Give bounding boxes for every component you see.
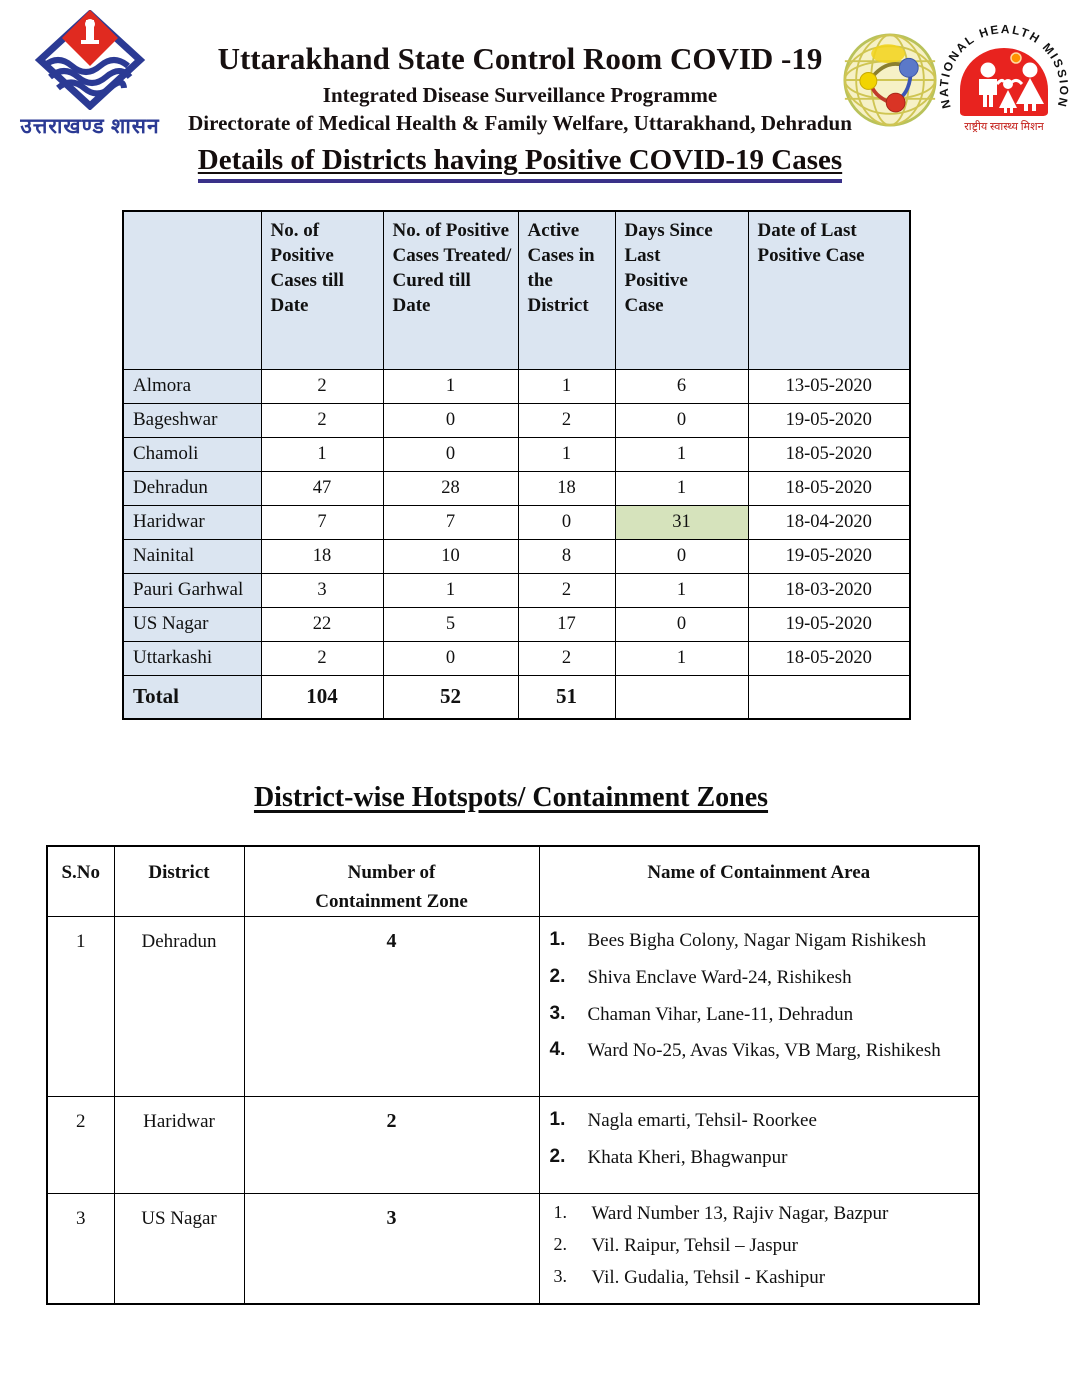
table-row-bageshwar	[123, 403, 910, 437]
table-row-nainital	[123, 539, 910, 573]
value-cell: 0	[518, 505, 615, 539]
table-row-uttarkashi	[123, 641, 910, 675]
value-cell: 2	[518, 641, 615, 675]
district-cell: Nainital	[123, 539, 261, 573]
list-item: Nagla emarti, Tehsil- Roorkee	[587, 1110, 817, 1131]
date-cell: 19-05-2020	[748, 539, 910, 573]
nhm-arc-text: NATIONAL HEALTH MISSION	[938, 22, 1070, 110]
zones-table-header-row	[47, 846, 979, 917]
list-item: Chaman Vihar, Lane-11, Dehradun	[587, 1003, 854, 1025]
value-cell: 0	[383, 641, 518, 675]
containment-zones-table	[46, 845, 980, 1305]
district-cell: Chamoli	[123, 437, 261, 471]
district-cell: Almora	[123, 369, 261, 403]
highlighted-days-cell: 31	[615, 505, 748, 539]
list-item: Vil. Gudalia, Tehsil - Kashipur	[591, 1266, 826, 1288]
empty-cell	[748, 675, 910, 719]
header-cell-sno: S.No	[47, 846, 114, 917]
value-cell: 0	[615, 607, 748, 641]
district-cell: Uttarkashi	[123, 641, 261, 675]
areas-cell	[539, 1097, 979, 1194]
list-item: Vil. Raipur, Tehsil – Jaspur	[591, 1234, 798, 1256]
district-cell: Haridwar	[114, 1097, 244, 1194]
value-cell: 18	[518, 471, 615, 505]
zone-count-cell: 3	[244, 1194, 539, 1304]
date-cell: 18-05-2020	[748, 641, 910, 675]
value-cell: 1	[615, 437, 748, 471]
document-header	[160, 42, 880, 183]
value-cell: 2	[518, 573, 615, 607]
sno-cell: 1	[47, 917, 114, 1097]
total-label-cell: Total	[123, 675, 261, 719]
list-item: Bees Bigha Colony, Nagar Nigam Rishikesh	[587, 930, 927, 951]
idsp-globe-logo-icon	[843, 33, 937, 132]
list-item: Khata Kheri, Bhagwanpur	[587, 1146, 788, 1168]
value-cell: 10	[383, 539, 518, 573]
containment-area-list	[540, 1194, 979, 1289]
date-cell: 13-05-2020	[748, 369, 910, 403]
nhm-hindi-caption: राष्ट्रीय स्वास्थ्य मिशन	[964, 121, 1044, 133]
table-row-haridwar	[123, 505, 910, 539]
total-treated-cell: 52	[383, 675, 518, 719]
header-cell-district	[123, 211, 261, 369]
table-row-pauri-garhwal	[123, 573, 910, 607]
district-cell: Bageshwar	[123, 403, 261, 437]
zone-count-cell: 4	[244, 917, 539, 1097]
table-row-chamoli	[123, 437, 910, 471]
covid-cases-table	[122, 210, 911, 720]
cases-table-header-row	[123, 211, 910, 369]
sno-cell: 3	[47, 1194, 114, 1304]
section1-heading: Details of Districts having Positive COVID-19 Cases	[198, 144, 842, 183]
total-positive-cell: 104	[261, 675, 383, 719]
value-cell: 8	[518, 539, 615, 573]
district-cell: Pauri Garhwal	[123, 573, 261, 607]
value-cell: 47	[261, 471, 383, 505]
header-cell-days: Days Since Last Positive Case	[615, 211, 748, 369]
page-title: Uttarakhand State Control Room COVID -19	[217, 41, 823, 76]
zone-row-dehradun	[47, 917, 979, 1097]
district-cell: Dehradun	[114, 917, 244, 1097]
nhm-logo-icon	[938, 6, 1070, 141]
value-cell: 2	[261, 403, 383, 437]
uttarakhand-emblem-icon	[34, 10, 146, 110]
value-cell: 2	[261, 641, 383, 675]
zone-row-haridwar	[47, 1097, 979, 1194]
subtitle-programme: Integrated Disease Surveillance Programme	[322, 83, 718, 108]
value-cell: 6	[615, 369, 748, 403]
date-cell: 18-04-2020	[748, 505, 910, 539]
district-cell: Haridwar	[123, 505, 261, 539]
uttarakhand-government-logo	[15, 10, 165, 140]
containment-area-list	[540, 917, 979, 1063]
date-cell: 18-05-2020	[748, 437, 910, 471]
value-cell: 1	[518, 369, 615, 403]
header-cell-positive: No. of Positive Cases till Date	[261, 211, 383, 369]
value-cell: 1	[383, 369, 518, 403]
date-cell: 18-05-2020	[748, 471, 910, 505]
zone-row-us-nagar	[47, 1194, 979, 1304]
value-cell: 0	[615, 403, 748, 437]
value-cell: 1	[615, 641, 748, 675]
header-cell-area-name: Name of Containment Area	[539, 846, 979, 917]
value-cell: 18	[261, 539, 383, 573]
subtitle-directorate: Directorate of Medical Health & Family Welfare, Uttarakhand, Dehradun	[188, 111, 852, 136]
value-cell: 1	[615, 471, 748, 505]
header-cell-treated: No. of Positive Cases Treated/ Cured till Date	[383, 211, 518, 369]
district-cell: US Nagar	[123, 607, 261, 641]
district-cell: US Nagar	[114, 1194, 244, 1304]
district-cell: Dehradun	[123, 471, 261, 505]
value-cell: 2	[518, 403, 615, 437]
value-cell: 1	[518, 437, 615, 471]
value-cell: 22	[261, 607, 383, 641]
areas-cell	[539, 1194, 979, 1304]
value-cell: 2	[261, 369, 383, 403]
list-item: Ward Number 13, Rajiv Nagar, Bazpur	[591, 1203, 889, 1224]
containment-area-list	[540, 1097, 979, 1170]
date-cell: 19-05-2020	[748, 403, 910, 437]
list-item: Shiva Enclave Ward-24, Rishikesh	[587, 966, 852, 988]
areas-cell	[539, 917, 979, 1097]
gov-logo-caption: उत्तराखण्ड शासन	[20, 114, 160, 138]
header-cell-zone-count: Number of Containment Zone	[244, 846, 539, 917]
header-cell-date: Date of Last Positive Case	[748, 211, 910, 369]
value-cell: 1	[383, 573, 518, 607]
header-cell-district2: District	[114, 846, 244, 917]
table-row-dehradun	[123, 471, 910, 505]
zone-count-cell: 2	[244, 1097, 539, 1194]
value-cell: 5	[383, 607, 518, 641]
total-active-cell: 51	[518, 675, 615, 719]
value-cell: 0	[615, 539, 748, 573]
value-cell: 17	[518, 607, 615, 641]
value-cell: 7	[383, 505, 518, 539]
sno-cell: 2	[47, 1097, 114, 1194]
section2-heading: District-wise Hotspots/ Containment Zones	[253, 782, 769, 813]
value-cell: 28	[383, 471, 518, 505]
table-row-us-nagar	[123, 607, 910, 641]
value-cell: 3	[261, 573, 383, 607]
value-cell: 1	[261, 437, 383, 471]
date-cell: 18-03-2020	[748, 573, 910, 607]
empty-cell	[615, 675, 748, 719]
list-item: Ward No-25, Avas Vikas, VB Marg, Rishikesh	[587, 1040, 941, 1062]
value-cell: 1	[615, 573, 748, 607]
value-cell: 7	[261, 505, 383, 539]
table-row-total	[123, 675, 910, 719]
table-row-almora	[123, 369, 910, 403]
date-cell: 19-05-2020	[748, 607, 910, 641]
header-cell-active: Active Cases in the District	[518, 211, 615, 369]
value-cell: 0	[383, 403, 518, 437]
value-cell: 0	[383, 437, 518, 471]
